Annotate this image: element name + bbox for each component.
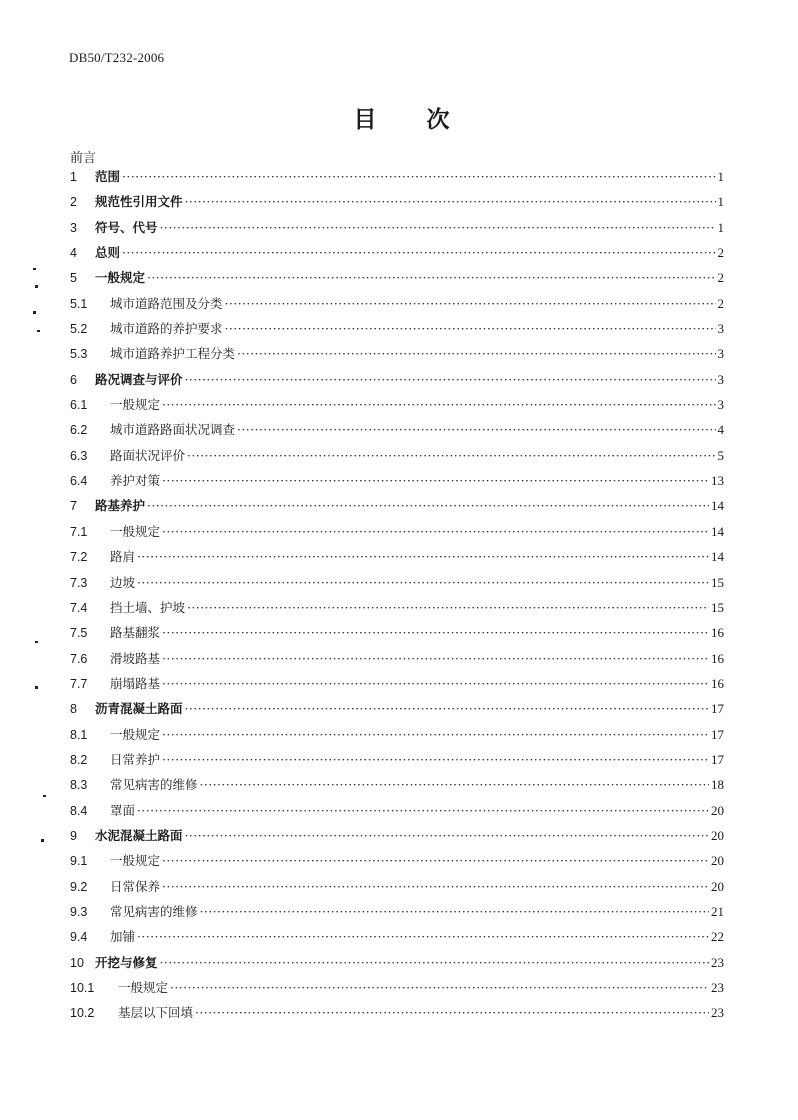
toc-entry[interactable] bbox=[70, 874, 724, 899]
toc-leader-dots bbox=[185, 189, 716, 214]
toc-preface[interactable]: 前言 bbox=[70, 151, 97, 166]
page-title bbox=[0, 101, 798, 131]
toc-entry-label: 城市道路的养护要求 bbox=[110, 321, 223, 337]
toc-leader-dots bbox=[122, 240, 715, 265]
toc-entry-label: 挡土墙、护坡 bbox=[110, 599, 186, 615]
toc-entry-label: 日常保养 bbox=[110, 878, 161, 894]
toc-entry-label: 城市道路范围及分类 bbox=[110, 295, 223, 311]
toc-entry-page: 2 bbox=[717, 245, 724, 261]
toc-entry[interactable] bbox=[70, 265, 724, 290]
toc-entry[interactable] bbox=[70, 823, 724, 848]
toc-entry-label: 水泥混凝土路面 bbox=[95, 827, 183, 843]
toc-entry-label: 总则 bbox=[95, 245, 121, 261]
toc-entry-number: 9.4 bbox=[70, 930, 88, 945]
toc-entry-number: 7 bbox=[70, 499, 77, 514]
toc-entry-label: 加铺 bbox=[110, 929, 136, 945]
toc-entry-number: 7.3 bbox=[70, 575, 88, 590]
toc-leader-dots bbox=[162, 848, 709, 873]
scan-speck bbox=[35, 641, 38, 643]
toc-entry-label: 路肩 bbox=[110, 549, 136, 565]
toc-entry[interactable] bbox=[70, 544, 724, 569]
toc-entry[interactable] bbox=[70, 519, 724, 544]
toc-entry[interactable] bbox=[70, 950, 724, 975]
toc-entry-number: 7.1 bbox=[70, 524, 88, 539]
toc-leader-dots bbox=[162, 620, 709, 645]
title-char-1: 目 bbox=[353, 107, 377, 133]
toc-entry-page: 1 bbox=[717, 169, 724, 184]
toc-entry-number: 10.2 bbox=[70, 1006, 95, 1021]
toc-entry-page: 3 bbox=[717, 397, 724, 413]
toc-entry-number: 8.3 bbox=[70, 778, 88, 793]
toc-entry-label: 城市道路养护工程分类 bbox=[110, 346, 236, 362]
toc-leader-dots bbox=[185, 823, 709, 848]
toc-leader-dots bbox=[200, 772, 709, 797]
toc-leader-dots bbox=[162, 747, 709, 772]
toc-entry-label: 常见病害的维修 bbox=[110, 903, 198, 919]
toc-entry-number: 7.6 bbox=[70, 651, 88, 666]
toc-entry[interactable] bbox=[70, 417, 724, 442]
toc-entry-label: 路基翻浆 bbox=[110, 625, 161, 641]
toc-entry-label: 日常养护 bbox=[110, 751, 161, 767]
toc-leader-dots bbox=[137, 570, 709, 595]
toc-leader-dots bbox=[147, 493, 709, 518]
toc-entry[interactable] bbox=[70, 646, 724, 671]
toc-leader-dots bbox=[162, 874, 709, 899]
toc-entry-number: 1 bbox=[70, 170, 77, 184]
toc-leader-dots bbox=[237, 417, 715, 442]
toc-entry-number: 3 bbox=[70, 220, 77, 235]
scan-speck bbox=[33, 268, 36, 270]
toc-entry-number: 6.2 bbox=[70, 423, 88, 438]
toc-entry-label: 边坡 bbox=[110, 574, 136, 590]
toc-entry-label: 罩面 bbox=[110, 802, 136, 818]
toc-leader-dots bbox=[147, 265, 715, 290]
toc-entry-label: 规范性引用文件 bbox=[95, 194, 183, 210]
toc-entry-page: 4 bbox=[717, 422, 724, 438]
toc-entry[interactable] bbox=[70, 924, 724, 949]
toc-entry-label: 开挖与修复 bbox=[95, 954, 158, 970]
toc-entry-label: 一般规定 bbox=[110, 397, 161, 413]
toc-entry-number: 8.1 bbox=[70, 727, 88, 742]
toc-entry-label: 基层以下回填 bbox=[118, 1005, 194, 1021]
toc-entry-page: 2 bbox=[717, 270, 724, 286]
scan-speck bbox=[43, 795, 46, 797]
scan-speck bbox=[35, 285, 38, 288]
toc-entry-label: 养护对策 bbox=[110, 473, 161, 489]
toc-leader-dots bbox=[195, 1000, 709, 1025]
toc-entry-number: 5 bbox=[70, 271, 77, 286]
toc-entry[interactable] bbox=[70, 899, 724, 924]
toc-entry-number: 8.4 bbox=[70, 803, 88, 818]
toc-leader-dots bbox=[185, 367, 716, 392]
toc-leader-dots bbox=[122, 164, 715, 189]
toc-entry-number: 6 bbox=[70, 372, 77, 387]
toc-leader-dots bbox=[137, 798, 709, 823]
document-code: DB50/T232-2006 bbox=[69, 50, 165, 65]
toc-entry-page: 16 bbox=[711, 675, 724, 691]
toc-entry[interactable] bbox=[70, 189, 724, 214]
toc-entry[interactable] bbox=[70, 975, 724, 1000]
toc-leader-dots bbox=[185, 696, 709, 721]
toc-entry-page: 1 bbox=[717, 219, 724, 235]
toc-entry-label: 城市道路路面状况调查 bbox=[110, 422, 236, 438]
toc-entry[interactable] bbox=[70, 240, 724, 265]
toc-leader-dots bbox=[137, 924, 709, 949]
toc-entry-page: 5 bbox=[717, 447, 724, 463]
toc-entry-number: 6.3 bbox=[70, 448, 88, 463]
toc-entry-page: 16 bbox=[711, 625, 724, 641]
toc-entry[interactable] bbox=[70, 848, 724, 873]
toc-entry-label: 路基养护 bbox=[95, 498, 146, 514]
toc-entry[interactable] bbox=[70, 316, 724, 341]
toc-entry-page: 21 bbox=[711, 903, 724, 919]
toc-entry-label: 崩塌路基 bbox=[110, 675, 161, 691]
toc-entry-page: 14 bbox=[711, 549, 724, 565]
toc-entry-page: 15 bbox=[711, 599, 724, 615]
scan-speck bbox=[37, 330, 40, 332]
toc-entry[interactable] bbox=[70, 620, 724, 645]
toc-entry-number: 8.2 bbox=[70, 752, 88, 767]
toc-entry[interactable] bbox=[70, 443, 724, 468]
scan-speck bbox=[41, 839, 44, 842]
toc-entry[interactable] bbox=[70, 696, 724, 721]
toc-entry[interactable] bbox=[70, 570, 724, 595]
toc-entry-page: 14 bbox=[711, 498, 724, 514]
toc-entry-label: 路况调查与评价 bbox=[95, 371, 183, 387]
toc-entry-label: 常见病害的维修 bbox=[110, 777, 198, 793]
toc-entry-number: 9 bbox=[70, 828, 77, 843]
toc-entry-page: 13 bbox=[711, 473, 724, 489]
toc-entry-number: 8 bbox=[70, 702, 77, 717]
toc-entry[interactable] bbox=[70, 798, 724, 823]
toc-entry-label: 一般规定 bbox=[95, 270, 146, 286]
table-of-contents bbox=[70, 164, 724, 1026]
toc-entry[interactable] bbox=[70, 392, 724, 417]
toc-entry[interactable] bbox=[70, 1000, 724, 1025]
toc-leader-dots bbox=[187, 443, 715, 468]
toc-leader-dots bbox=[170, 975, 709, 1000]
toc-leader-dots bbox=[237, 341, 715, 366]
toc-leader-dots bbox=[160, 950, 709, 975]
toc-entry-label: 一般规定 bbox=[110, 853, 161, 869]
scan-speck bbox=[35, 686, 38, 689]
toc-entry-number: 9.2 bbox=[70, 879, 88, 894]
toc-entry-page: 3 bbox=[717, 346, 724, 362]
toc-entry-page: 20 bbox=[711, 827, 724, 843]
toc-entry-page: 3 bbox=[717, 321, 724, 337]
toc-entry-page: 1 bbox=[717, 194, 724, 210]
toc-entry-page: 2 bbox=[717, 295, 724, 311]
toc-leader-dots bbox=[162, 646, 709, 671]
toc-entry-page: 20 bbox=[711, 853, 724, 869]
toc-leader-dots bbox=[137, 544, 709, 569]
toc-entry-number: 7.2 bbox=[70, 550, 88, 565]
toc-entry-number: 9.3 bbox=[70, 904, 88, 919]
toc-entry[interactable] bbox=[70, 291, 724, 316]
title-char-2: 次 bbox=[426, 107, 450, 133]
toc-entry-number: 5.1 bbox=[70, 296, 88, 311]
toc-entry-label: 一般规定 bbox=[110, 523, 161, 539]
toc-entry-page: 16 bbox=[711, 650, 724, 666]
toc-entry-page: 17 bbox=[711, 751, 724, 767]
toc-entry-number: 9.1 bbox=[70, 854, 88, 869]
toc-entry[interactable] bbox=[70, 671, 724, 696]
toc-entry-number: 6.4 bbox=[70, 474, 88, 489]
toc-entry-label: 一般规定 bbox=[110, 726, 161, 742]
toc-entry[interactable] bbox=[70, 595, 724, 620]
toc-entry[interactable] bbox=[70, 341, 724, 366]
toc-entry-page: 20 bbox=[711, 878, 724, 894]
toc-entry-number: 6.1 bbox=[70, 398, 88, 413]
toc-entry-label: 范围 bbox=[95, 169, 121, 184]
toc-entry-label: 一般规定 bbox=[118, 980, 169, 995]
toc-entry[interactable] bbox=[70, 468, 724, 493]
toc-entry[interactable] bbox=[70, 493, 724, 518]
toc-entry-label: 沥青混凝土路面 bbox=[95, 701, 183, 717]
toc-leader-dots bbox=[187, 595, 709, 620]
toc-entry-number: 7.4 bbox=[70, 600, 88, 615]
toc-entry-label: 符号、代号 bbox=[95, 219, 158, 235]
toc-entry-page: 18 bbox=[711, 777, 724, 793]
scan-speck bbox=[33, 311, 36, 314]
toc-entry-number: 4 bbox=[70, 246, 77, 261]
toc-entry[interactable] bbox=[70, 164, 724, 189]
toc-entry-page: 14 bbox=[711, 523, 724, 539]
toc-entry[interactable] bbox=[70, 215, 724, 240]
toc-leader-dots bbox=[160, 215, 716, 240]
toc-leader-dots bbox=[225, 291, 716, 316]
toc-leader-dots bbox=[162, 671, 709, 696]
toc-entry-page: 3 bbox=[717, 371, 724, 387]
toc-entry-page: 15 bbox=[711, 574, 724, 590]
toc-leader-dots bbox=[162, 722, 709, 747]
toc-entry-page: 23 bbox=[711, 980, 724, 995]
toc-entry[interactable] bbox=[70, 772, 724, 797]
toc-entry-number: 2 bbox=[70, 195, 77, 210]
toc-entry-page: 17 bbox=[711, 701, 724, 717]
toc-leader-dots bbox=[225, 316, 716, 341]
toc-entry-label: 路面状况评价 bbox=[110, 447, 186, 463]
toc-entry-number: 5.3 bbox=[70, 347, 88, 362]
toc-leader-dots bbox=[162, 468, 709, 493]
toc-entry[interactable] bbox=[70, 367, 724, 392]
toc-leader-dots bbox=[162, 392, 715, 417]
toc-entry-page: 17 bbox=[711, 726, 724, 742]
toc-entry-number: 10.1 bbox=[70, 981, 95, 995]
toc-entry-page: 23 bbox=[711, 1005, 724, 1021]
toc-entry-number: 5.2 bbox=[70, 322, 88, 337]
toc-entry-number: 7.5 bbox=[70, 626, 88, 641]
toc-entry[interactable] bbox=[70, 722, 724, 747]
toc-entry-page: 20 bbox=[711, 802, 724, 818]
toc-entry-label: 滑坡路基 bbox=[110, 650, 161, 666]
toc-entry-number: 10 bbox=[70, 955, 84, 970]
toc-leader-dots bbox=[162, 519, 709, 544]
toc-entry-page: 22 bbox=[711, 929, 724, 945]
toc-leader-dots bbox=[200, 899, 709, 924]
toc-entry[interactable] bbox=[70, 747, 724, 772]
toc-entry-number: 7.7 bbox=[70, 676, 88, 691]
toc-entry-page: 23 bbox=[711, 954, 724, 970]
